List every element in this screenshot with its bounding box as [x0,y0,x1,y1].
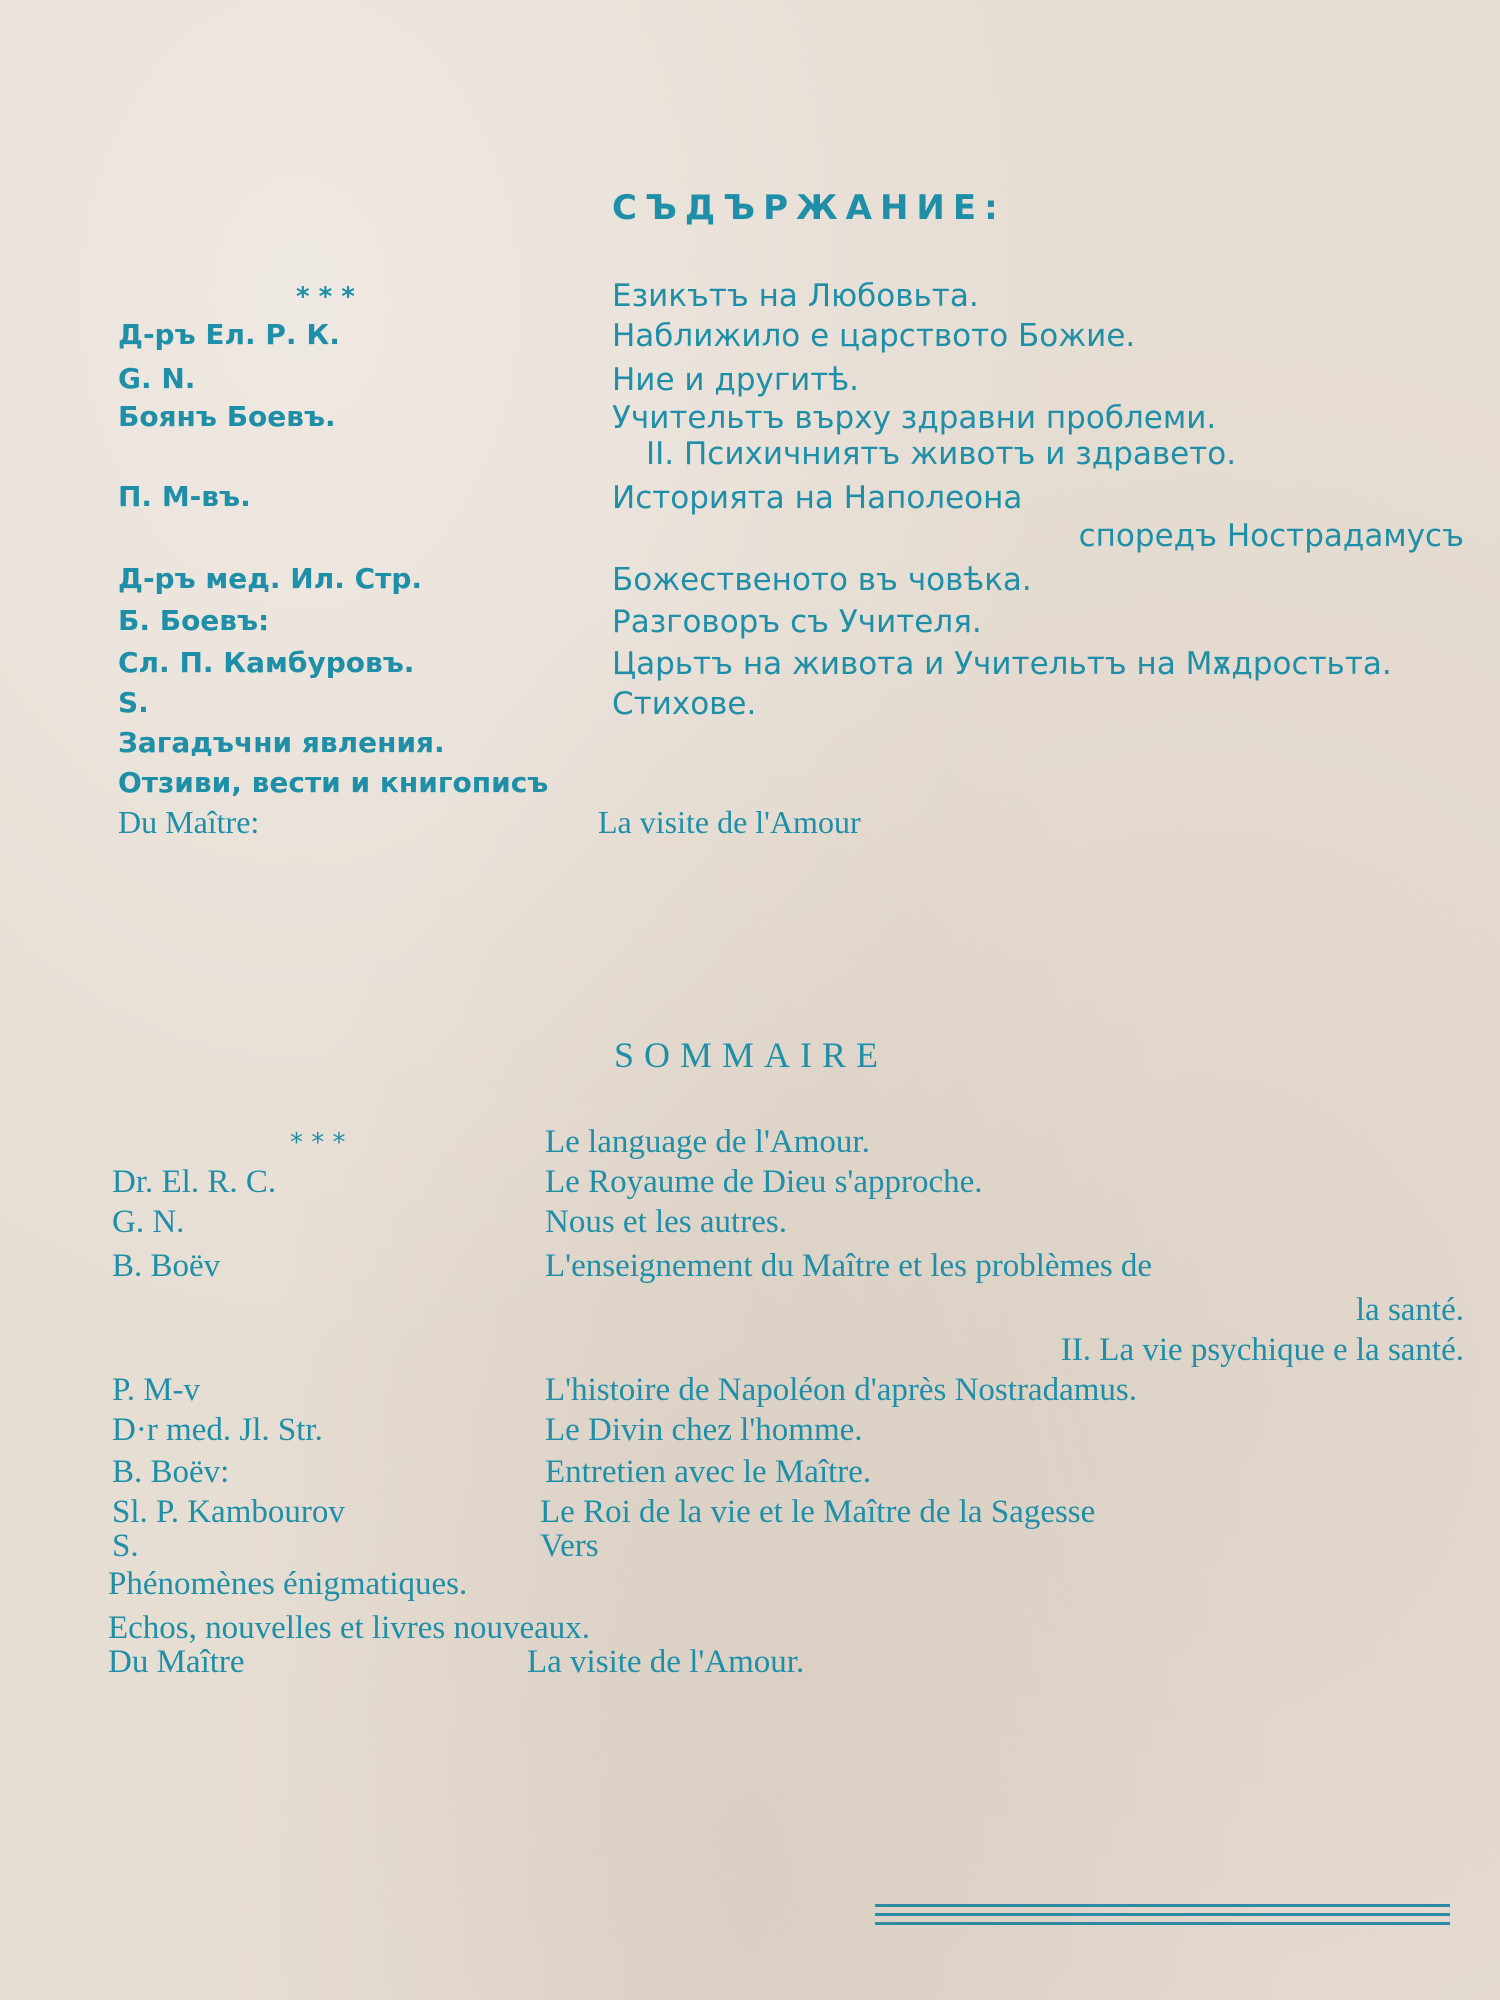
fr-entry [0,1372,1500,1412]
fr-author: S. [112,1528,139,1564]
bg-entry [0,646,1500,686]
decorative-rule [875,1922,1450,1925]
bg-title: Разговоръ съ Учителя. [612,604,982,640]
bg-title: Царьтъ на живота и Учительтъ на Мѫдростьта. [612,646,1392,682]
fr-author: Dr. El. R. C. [112,1164,277,1200]
bg-title: Историята на Наполеона [612,480,1023,516]
fr-title: Entretien avec le Maître. [545,1454,872,1490]
bg-author: G. N. [118,362,196,395]
bg-entry [0,400,1500,440]
fr-heading: SOMMAIRE [614,1035,889,1075]
bg-entry [0,686,1500,726]
fr-author: Du Maître [108,1644,245,1680]
bg-entry [0,562,1500,602]
fr-entry [0,1454,1500,1494]
fr-entry [0,1528,1500,1568]
bg-entry [0,726,1500,766]
fr-entry [0,1292,1500,1332]
fr-entry [0,1644,1500,1684]
bg-title: Наближило е царството Божие. [612,318,1136,354]
bg-entry [0,362,1500,402]
fr-title: L'histoire de Napoléon d'après Nostradamus. [545,1372,1137,1408]
bg-asterism: * * * [296,282,355,312]
fr-entry [0,1124,1500,1164]
bg-entry [0,766,1500,806]
bg-entry [0,518,1500,558]
fr-author: Phénomènes énigmatiques. [108,1566,468,1602]
fr-asterism: * * * [290,1128,346,1158]
bg-entry [0,604,1500,644]
bg-author: П. М-въ. [118,480,251,513]
fr-author: Echos, nouvelles et livres nouveaux. [108,1610,591,1646]
fr-title: Le Roi de la vie et le Maître de la Sagesse [540,1494,1096,1530]
bg-entry [0,278,1500,318]
fr-entry [0,1412,1500,1452]
fr-title: Le Royaume de Dieu s'approche. [545,1164,983,1200]
bg-title: споредъ Нострадамусъ [1078,518,1464,554]
fr-entry [0,1332,1500,1372]
fr-author: P. M-v [112,1372,201,1408]
bg-entry [0,804,1500,844]
fr-author: Sl. P. Kambourov [112,1494,345,1530]
fr-title: la santé. [1355,1292,1464,1328]
fr-title: Le Divin chez l'homme. [545,1412,863,1448]
bg-author: Боянъ Боевъ. [118,400,336,433]
fr-title: Le language de l'Amour. [545,1124,870,1160]
bg-title: Божественото въ човѣка. [612,562,1032,598]
bg-author: Сл. П. Камбуровъ. [118,646,415,679]
bg-entry [0,318,1500,358]
fr-entry [0,1248,1500,1288]
bg-author: S. [118,686,149,719]
bg-title: Езикътъ на Любовьта. [612,278,979,314]
fr-title: L'enseignement du Maître et les problèmes de [545,1248,1153,1284]
bg-title: Стихове. [612,686,757,722]
fr-entry [0,1566,1500,1606]
fr-author: D·r med. Jl. Str. [112,1412,323,1448]
fr-title: Nous et les autres. [545,1204,787,1240]
bg-title: Ние и другитѣ. [612,362,860,398]
fr-entry [0,1164,1500,1204]
bg-author: Du Maître: [118,804,260,840]
bg-author: Загадъчни явления. [118,726,445,759]
fr-title: Vers [540,1528,599,1564]
fr-author: G. N. [112,1204,185,1240]
bg-title: La visite de l'Amour [598,804,861,840]
bg-entry [0,436,1500,476]
fr-author: B. Boëv [112,1248,221,1284]
decorative-rule [875,1913,1450,1916]
bg-author: Д-ръ мед. Ил. Стр. [118,562,423,595]
bg-author: Отзиви, вести и книгописъ [118,766,549,799]
bg-entry [0,480,1500,520]
bg-author: Д-ръ Ел. Р. К. [118,318,340,351]
bg-heading: СЪДЪРЖАНИЕ: [612,188,1006,228]
bg-title: Учительтъ върху здравни проблеми. [612,400,1217,436]
fr-title: La visite de l'Amour. [527,1644,805,1680]
bg-author: Б. Боевъ: [118,604,270,637]
decorative-rule [875,1904,1450,1907]
bg-title: II. Психичниятъ животъ и здравето. [646,436,1237,472]
fr-author: B. Boëv: [112,1454,230,1490]
fr-entry [0,1204,1500,1244]
fr-title: II. La vie psychique e la santé. [1060,1332,1464,1368]
